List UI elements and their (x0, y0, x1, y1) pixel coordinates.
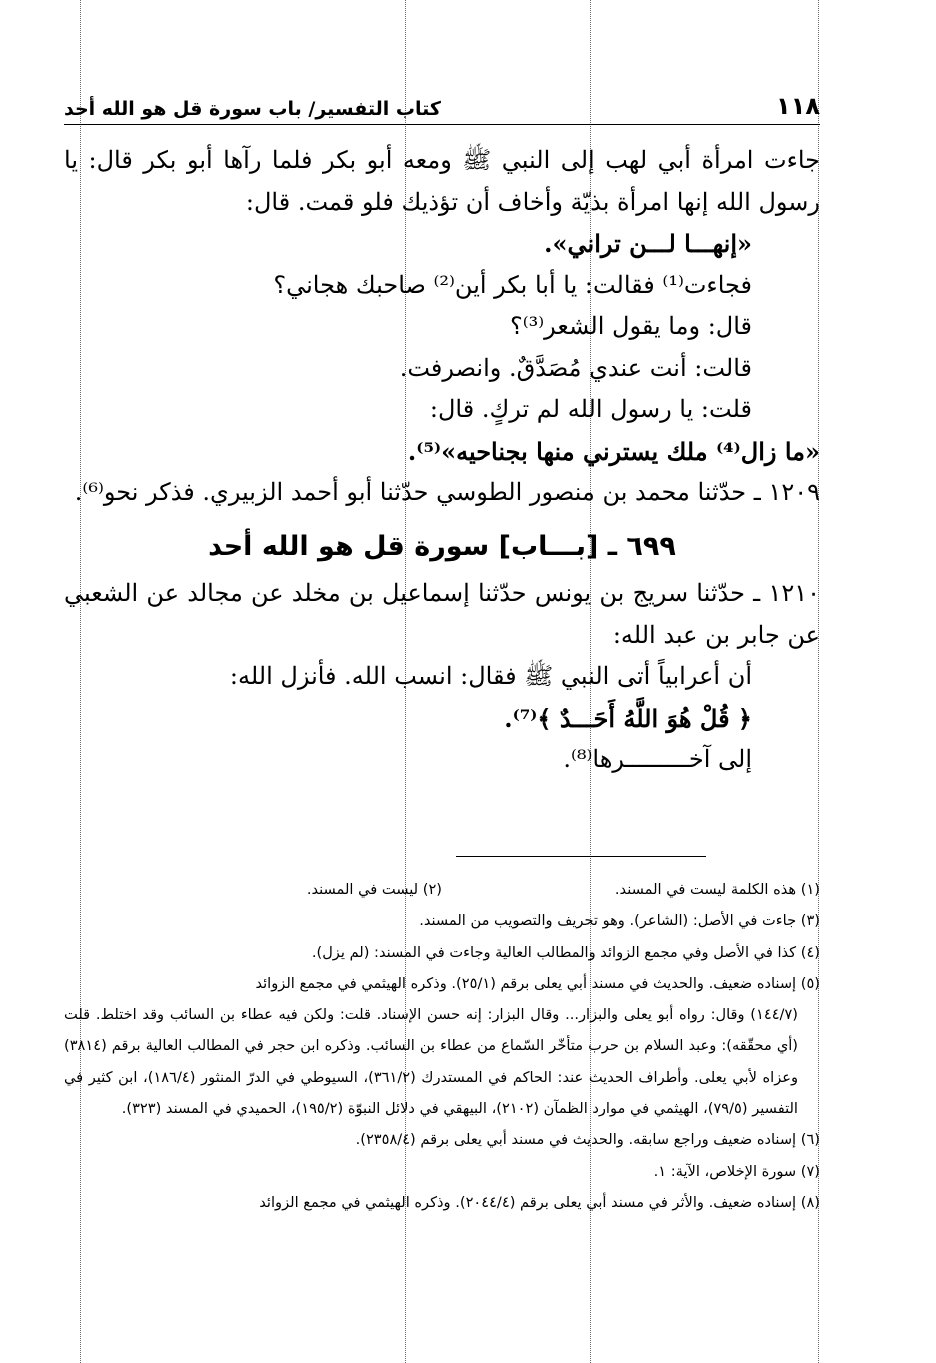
paragraph: جاءت امرأة أبي لهب إلى النبي ﷺ ومعه أبو بكر فلما رآها أبو بكر قال: يا رسول الله إنها امرأة بذيّة وأخاف أن تؤذيك فلو قمت. قال: (64, 146, 820, 216)
hadith-quote: «ما زال⁽⁴⁾ ملك يسترني منها بجناحيه»⁽⁵⁾. (407, 436, 820, 466)
footnote-6: (٦) إسناده ضعيف وراجع سابقه. والحديث في مسند أبي يعلى برقم (٢٣٥٨/٤). (355, 1131, 820, 1149)
quran-verse: ﴿ قُلْ هُوَ اللَّهُ أَحَـــدٌ ﴾⁽⁷⁾. (504, 703, 752, 733)
hadith-quote: «إنهـــا لـــن تراني». (544, 229, 752, 258)
paragraph: قلت: يا رسول الله لم تركٍ. قال: (429, 395, 752, 423)
paragraph: إلى آخـــــــــرها⁽⁸⁾. (563, 745, 752, 773)
footnote-3: (٣) جاءت في الأصل: (الشاعر). وهو تحريف والتصويب من المسند. (419, 912, 820, 930)
chapter-heading: ٦٩٩ ـ [بـــاب] سورة قل هو الله أحد (208, 530, 676, 562)
page-number: ١١٨ (776, 92, 820, 120)
footnote-row (64, 874, 820, 905)
hadith-chain: ١٢١٠ ـ حدّثنا سريج بن يونس حدّثنا إسماعيل بن مخلد عن مجالد عن الشعبي عن جابر بن عبد الله: (64, 579, 820, 649)
footnotes (64, 874, 820, 1218)
page-header (64, 86, 820, 125)
footnote-separator (456, 856, 706, 857)
paragraph: قالت: أنت عندي مُصَدَّقٌ. وانصرفت. (399, 353, 752, 382)
footnote-4: (٤) كذا في الأصل وفي مجمع الزوائد والمطالب العالية وجاءت في المسند: (لم يزل). (311, 943, 820, 961)
main-text (64, 140, 820, 781)
paragraph: فجاءت⁽¹⁾ فقالت: يا أبا بكر أين⁽²⁾ صاحبك هجاني؟ (273, 270, 752, 299)
footnote-7: (٧) سورة الإخلاص، الآية: ١. (653, 1162, 820, 1180)
footnote-5-continued: (١٤٤/٧) وقال: رواه أبو يعلى والبزار... وقال البزار: إنه حسن الإسناد. قلت: ولكن فيه عطاء بن السائب وقد اختلط. قلت (أي محقّقه): وعبد السلام بن حرب متأخّر السّماع من عطاء بن السائب. وذكره ابن حجر في المطالب العالية برقم (٣٨١٤) وعزاه لأبي يعلى. وأطراف الحديث عند: الحاكم في المستدرك (٣٦١/٢)، السيوطي في الدرّ المنثور (١٨٦/٤)، ابن كثير في التفسير (٧٩/٥)، الهيثمي في موارد الظمآن (٢١٠٢)، البيهقي في دلائل النبوّة (١٩٥/٢)، الحميدي في المسند (٣٢٣). (64, 1006, 799, 1118)
book-page (64, 0, 820, 1363)
footnote-8: (٨) إسناده ضعيف. والأثر في مسند أبي يعلى برقم (٢٠٤٤/٤). وذكره الهيثمي في مجمع الزوائد (259, 1193, 820, 1211)
paragraph: أن أعرابياً أتى النبي ﷺ فقال: انسب الله. فأنزل الله: (229, 662, 752, 690)
paragraph: قال: وما يقول الشعر⁽³⁾؟ (510, 312, 752, 340)
footnote-1: (١) هذه الكلمة ليست في المسند. (614, 881, 820, 898)
hadith-chain: ١٢٠٩ ـ حدّثنا محمد بن منصور الطوسي حدّثنا أبو أحمد الزبيري. فذكر نحو⁽⁶⁾. (74, 478, 820, 506)
footnote-2: (٢) ليست في المسند. (306, 881, 442, 898)
footnote-5: (٥) إسناده ضعيف. والحديث في مسند أبي يعلى برقم (٢٥/١). وذكره الهيثمي في مجمع الزوائد (255, 974, 820, 992)
running-title: كتاب التفسير/ باب سورة قل هو الله أحد (64, 98, 441, 120)
